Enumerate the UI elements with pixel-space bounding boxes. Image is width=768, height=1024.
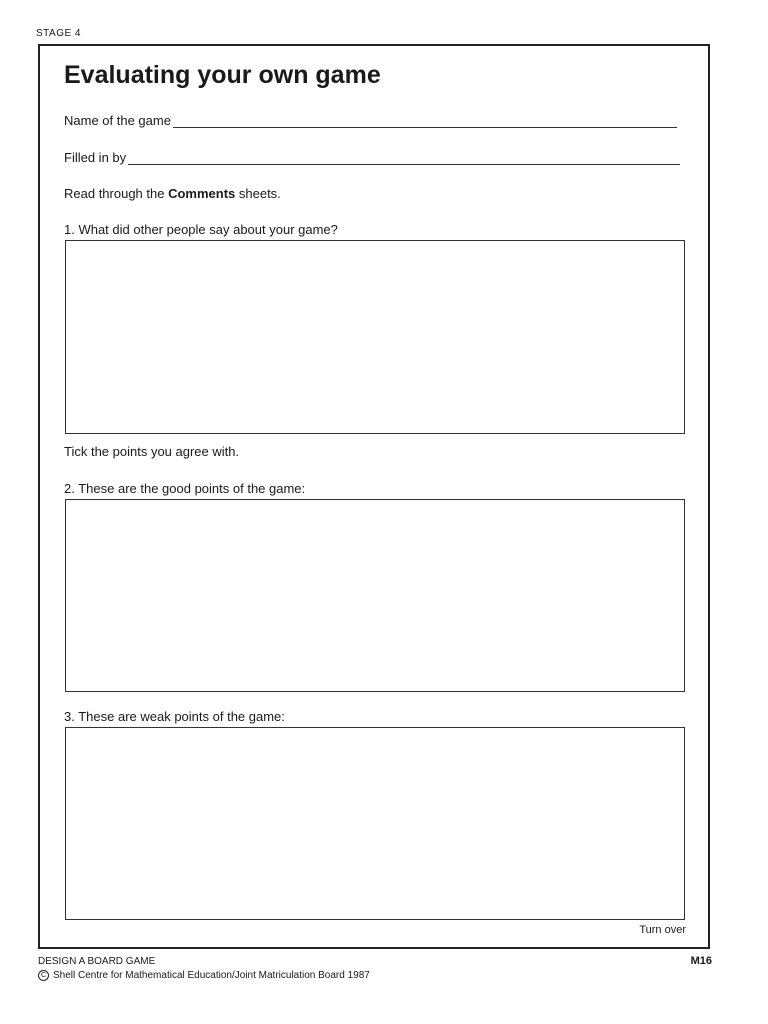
series-name: DESIGN A BOARD GAME: [38, 956, 156, 967]
footer-credits: [38, 956, 370, 984]
sheet-code: M16: [690, 955, 712, 967]
question-1: 1. What did other people say about your game?: [64, 222, 338, 237]
answer-box-3[interactable]: [65, 727, 685, 920]
tick-note: Tick the points you agree with.: [64, 444, 240, 459]
intro-bold: Comments: [168, 186, 236, 201]
question-3: 3. These are weak points of the game:: [64, 709, 285, 724]
answer-box-2[interactable]: [65, 499, 685, 692]
intro-instruction: [64, 186, 281, 201]
filled-in-by-label: Filled in by: [64, 150, 127, 165]
name-of-game-field: [64, 113, 677, 128]
copyright-line: [38, 970, 370, 981]
name-of-game-line[interactable]: [173, 113, 677, 128]
turn-over-note: Turn over: [639, 924, 686, 936]
copyright-text: Shell Centre for Mathematical Education/Joint Matriculation Board 1987: [53, 970, 370, 982]
page-title: Evaluating your own game: [64, 61, 381, 89]
question-2: 2. These are the good points of the game:: [64, 481, 306, 496]
name-of-game-label: Name of the game: [64, 113, 171, 128]
filled-in-by-line[interactable]: [128, 150, 680, 165]
intro-suffix: sheets.: [235, 186, 281, 201]
stage-label: STAGE 4: [36, 28, 81, 39]
answer-box-1[interactable]: [65, 240, 685, 434]
filled-in-by-field: [64, 150, 680, 165]
copyright-icon: C: [38, 970, 49, 981]
intro-prefix: Read through the: [64, 186, 169, 201]
